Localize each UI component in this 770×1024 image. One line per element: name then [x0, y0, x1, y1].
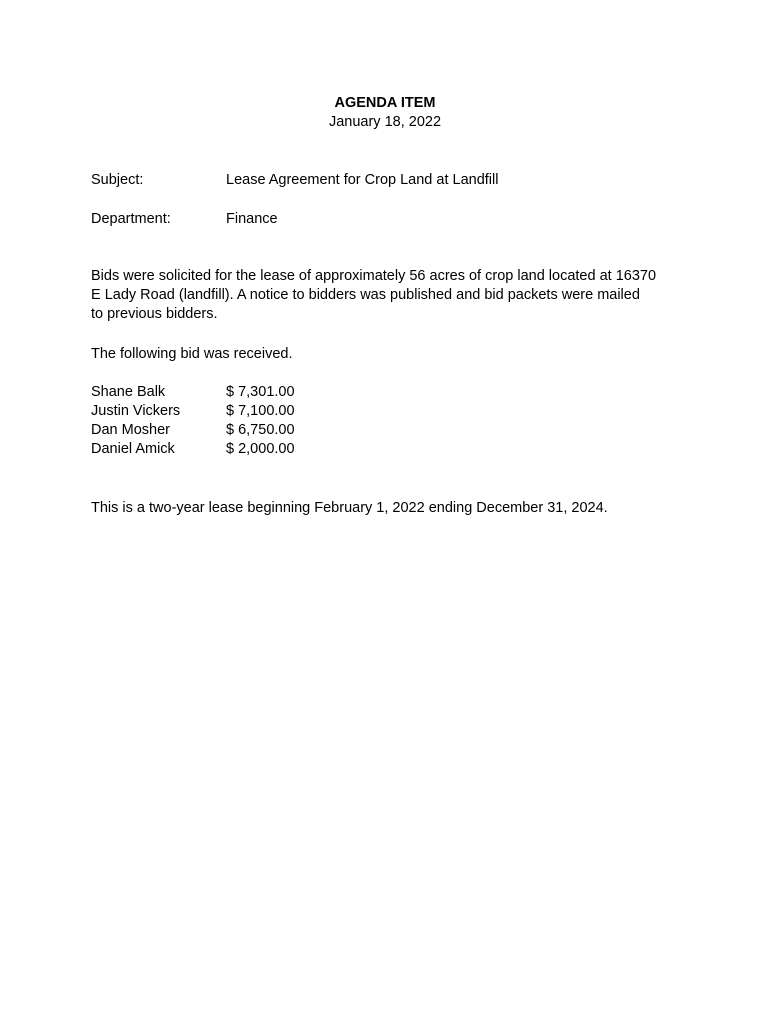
bidder-name: Shane Balk [91, 384, 166, 400]
intro-paragraph [91, 267, 701, 324]
bid-row [91, 440, 295, 459]
bid-amount: $ 6,750.00 [226, 422, 295, 438]
bidder-name: Dan Mosher [91, 422, 170, 438]
bid-row [91, 383, 295, 402]
lease-terms-paragraph: This is a two-year lease beginning February 1, 2022 ending December 31, 2024. [91, 500, 608, 516]
bid-row [91, 402, 295, 421]
intro-line: Bids were solicited for the lease of approximately 56 acres of crop land located at 16370 [91, 268, 657, 284]
subject-value: Lease Agreement for Crop Land at Landfill [226, 172, 499, 188]
department-value: Finance [226, 211, 278, 227]
document-header [0, 94, 770, 132]
bid-amount: $ 7,301.00 [226, 384, 295, 400]
document-title: AGENDA ITEM [334, 95, 436, 111]
bid-amount: $ 7,100.00 [226, 403, 295, 419]
subject-row [91, 171, 498, 190]
bid-amount: $ 2,000.00 [226, 441, 295, 457]
document-date: January 18, 2022 [328, 114, 442, 130]
bidder-name: Daniel Amick [91, 441, 175, 457]
intro-line: to previous bidders. [91, 306, 218, 322]
bid-list [91, 383, 295, 459]
department-row [91, 210, 278, 229]
department-label: Department: [91, 211, 171, 227]
bid-row [91, 421, 295, 440]
bidder-name: Justin Vickers [91, 403, 181, 419]
received-paragraph: The following bid was received. [91, 346, 293, 362]
intro-line: E Lady Road (landfill). A notice to bidders was published and bid packets were mailed [91, 287, 640, 303]
subject-label: Subject: [91, 172, 144, 188]
